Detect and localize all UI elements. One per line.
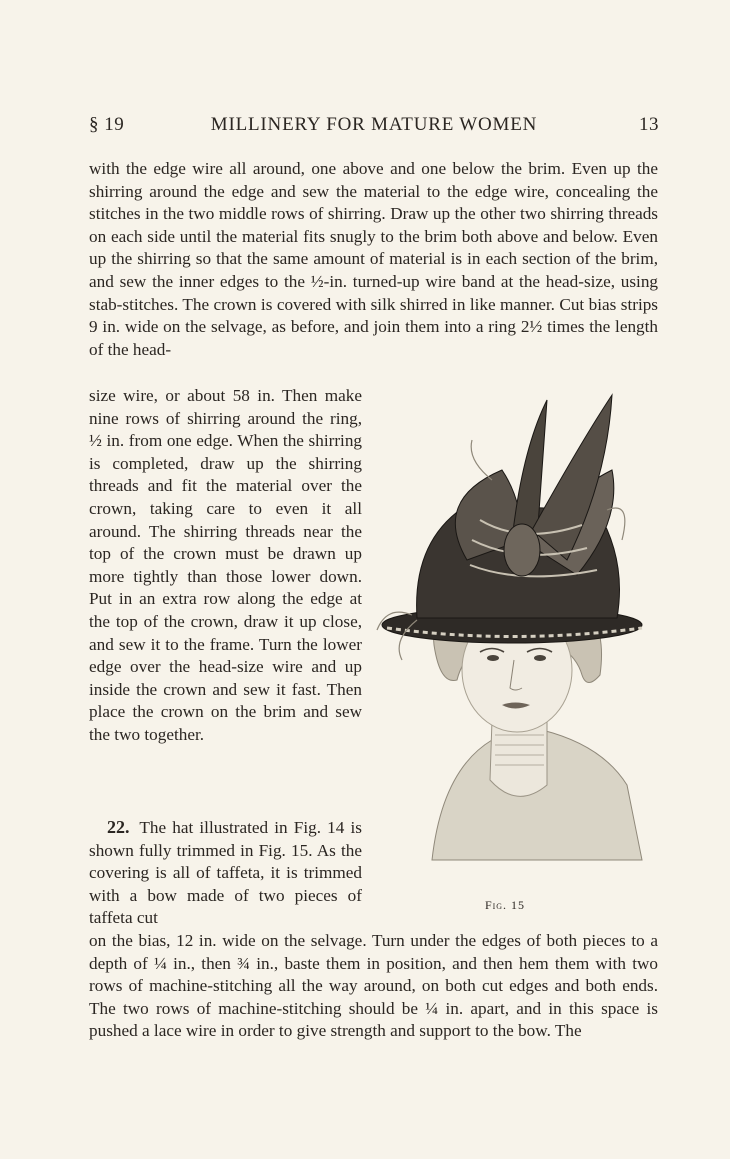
section-number: 22. [107,817,130,837]
text-run: The hat illustrated in Fig. 14 is shown fully trimmed in Fig. 15. As the covering is all of taffeta, it is trimmed with a bow made of two pieces of taffeta cut [89,818,362,928]
text-run: in. apart, and in this space is pushed a lace wire in order to give strength and support to the bow. The [89,998,658,1041]
text-run: with the edge wire all around, one above and one below the brim. Even up the shirring around the edge and sew the material to the edge wire, concealing the stitches in the two middle rows of shirring. Draw up the other two shirring threads on each side until the material fits snugly to the brim both above and below. Even up the shirring so that the same amount of material is in each section of the brim, and sew the inner edges to the [89,159,658,291]
bow-knot [504,524,540,576]
left-column-paragraph [89,385,362,747]
text-run: -in. turned-up wire band at the head-size, using stab-stitches. The crown is covered with silk shirred in like manner. Cut bias strips 9 in. wide on the selvage, as before, and join them into a ring [89,271,659,337]
woman-in-hat-illustration [372,390,662,870]
section-22-paragraph [89,816,362,930]
text-run: on the bias, 12 in. wide on the selvage. Turn under the edges of both pieces to a depth of [89,931,658,973]
fraction: ½ [89,431,102,451]
section-marker: § 19 [89,114,125,135]
fraction: 2½ [520,317,543,337]
figure-illustration [372,390,662,870]
running-header [89,114,659,140]
page-number: 13 [639,114,659,135]
text-run: in. from one edge. When the shirring is completed, draw up the shirring threads and fit the material over the crown, taking care to even it all around. The shirring threads near the top of the crown must be drawn up more tightly than those lower down. Put in an extra row along the edge at the top of the crown, draw it up close, and sew it to the frame. Turn the lower edge over the head-size wire and up inside the crown and sew it fast. Then place the crown on the brim and sew the two together. [89,431,363,744]
top-paragraph [89,158,658,361]
fraction: ¾ [237,953,251,973]
text-run: in., baste them in position, and then hem them with two rows of machine-stitching all the way around, on both cut edges and both ends. The two rows of machine-stitching should be [89,953,659,1018]
fraction: ¼ [153,953,167,973]
bottom-paragraph [89,930,658,1043]
text-run: times the length of the head- [89,317,659,359]
running-title: MILLINERY FOR MATURE WOMEN [210,114,538,135]
fraction: ½ [310,271,324,291]
figure-caption: Fig. 15 [484,898,526,912]
text-run: size wire, or about 58 in. Then make nine rows of shirring around the ring, [89,386,362,428]
text-run: in., then [173,953,231,973]
fraction: ¼ [425,998,439,1018]
